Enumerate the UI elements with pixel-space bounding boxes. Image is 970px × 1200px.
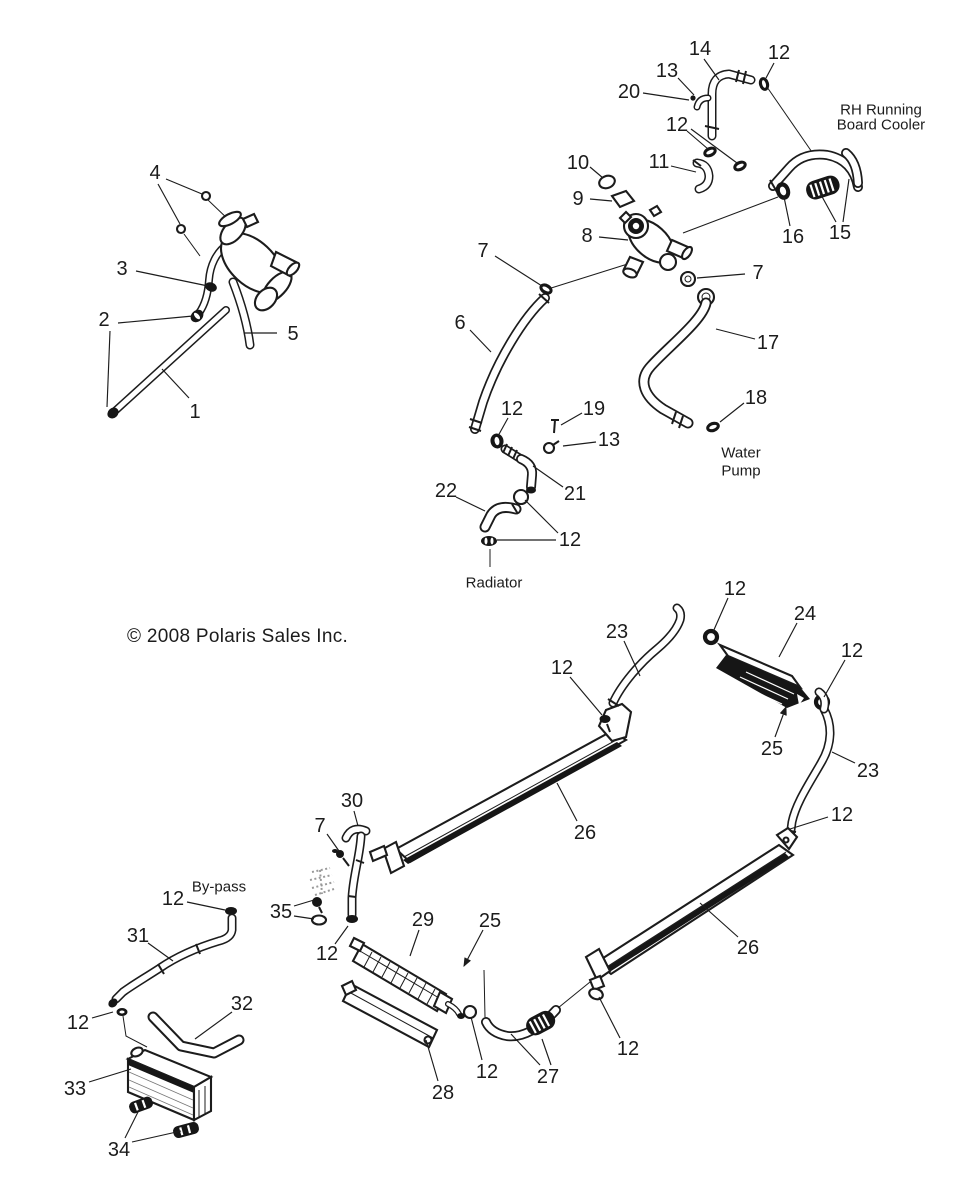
leader-line-8	[599, 237, 628, 240]
leader-line-3	[136, 271, 208, 286]
leader-line-6	[470, 330, 491, 352]
callout-26: 26	[736, 937, 760, 959]
callout-32: 32	[230, 993, 254, 1015]
hose-17-group	[644, 289, 721, 434]
leader-line-12	[599, 997, 620, 1038]
leader-line-12	[498, 418, 508, 436]
callout-12: 12	[550, 657, 574, 679]
callout-17: 17	[756, 332, 780, 354]
leader-line-9	[590, 199, 612, 201]
leader-line-12	[471, 1017, 482, 1060]
callout-30: 30	[340, 790, 364, 812]
callout-9: 9	[572, 188, 584, 210]
leader-line-15	[820, 193, 836, 222]
callout-10: 10	[566, 152, 590, 174]
leader-line-20	[643, 93, 689, 100]
leader-line-10	[590, 167, 603, 178]
callout-5: 5	[287, 323, 299, 345]
callout-11: 11	[648, 151, 670, 173]
callout-3: 3	[116, 258, 128, 280]
hose-14-group	[690, 70, 814, 189]
callout-19: 19	[582, 398, 606, 420]
leader-line-11	[671, 166, 696, 172]
surge-tank-assembly	[105, 192, 301, 421]
leader-line-26	[557, 783, 577, 821]
leader-line-29	[410, 930, 419, 956]
leader-line-12	[335, 926, 348, 944]
callout-25: 25	[478, 910, 502, 932]
callout-21: 21	[563, 483, 587, 505]
callout-6: 6	[454, 312, 466, 334]
callout-12: 12	[500, 398, 524, 420]
callout-23: 23	[605, 621, 629, 643]
leader-line-22	[456, 497, 485, 511]
leader-line-24	[779, 623, 797, 657]
hose-30-group	[310, 829, 366, 924]
callout-13: 13	[655, 60, 679, 82]
leader-line-33	[89, 1069, 131, 1082]
label-radiator: Radiator	[465, 574, 523, 592]
leader-line-14	[704, 59, 719, 80]
bracket-32	[153, 1017, 239, 1053]
callout-12: 12	[840, 640, 864, 662]
leader-line-16	[784, 197, 790, 226]
cooler-24	[716, 645, 828, 708]
label-water-pump: Water Pump	[721, 444, 761, 480]
leader-line-13	[563, 442, 596, 446]
rb-cooler-inlet-group	[770, 153, 858, 202]
leader-line-1	[162, 369, 189, 398]
annotations-layer	[64, 38, 925, 1161]
callout-34: 34	[107, 1139, 131, 1161]
callout-16: 16	[781, 226, 805, 248]
callout-31: 31	[126, 925, 150, 947]
leader-line-27	[542, 1039, 551, 1065]
callout-12: 12	[616, 1038, 640, 1060]
leader-line-25	[464, 930, 483, 966]
callout-12: 12	[161, 888, 185, 910]
leader-line-12	[824, 660, 845, 697]
leader-line-7	[495, 256, 542, 286]
leader-line-34	[125, 1110, 139, 1138]
leader-line-2	[107, 331, 110, 407]
leader-line-28	[426, 1040, 438, 1081]
leader-line-25	[775, 707, 786, 737]
callout-24: 24	[793, 603, 817, 625]
leader-line-15	[843, 179, 849, 222]
callout-7: 7	[752, 262, 764, 284]
callout-25: 25	[760, 738, 784, 760]
label-rh-running-board-cooler: RH Running Board Cooler	[836, 101, 926, 134]
callout-23: 23	[856, 760, 880, 782]
leader-line-4	[166, 179, 202, 194]
leader-line-35	[294, 916, 314, 919]
leader-line-21	[533, 466, 563, 487]
callout-29: 29	[411, 909, 435, 931]
callout-2: 2	[98, 309, 110, 331]
callout-12: 12	[475, 1061, 499, 1083]
callout-22: 22	[434, 480, 458, 502]
leader-line-12	[713, 598, 728, 632]
leader-line-7	[697, 274, 745, 278]
leader-line-12	[570, 677, 602, 715]
callout-12: 12	[665, 114, 689, 136]
callout-4: 4	[149, 162, 161, 184]
callout-35: 35	[269, 901, 293, 923]
callout-20: 20	[617, 81, 641, 103]
leader-line-12	[766, 63, 774, 78]
leader-line-12	[525, 500, 558, 533]
callout-12: 12	[767, 42, 791, 64]
leader-line-4	[158, 184, 180, 224]
callout-13: 13	[597, 429, 621, 451]
callout-12: 12	[315, 943, 339, 965]
callout-14: 14	[688, 38, 712, 60]
callout-18: 18	[744, 387, 768, 409]
callout-27: 27	[536, 1066, 560, 1088]
callout-7: 7	[314, 815, 326, 837]
callout-8: 8	[581, 225, 593, 247]
leader-line-26	[700, 903, 738, 937]
callout-12: 12	[66, 1012, 90, 1034]
callout-15: 15	[828, 222, 852, 244]
label-by-pass: By-pass	[191, 878, 247, 896]
cooler-26-right	[586, 828, 797, 998]
callout-33: 33	[63, 1078, 87, 1100]
callout-26: 26	[573, 822, 597, 844]
cooler-26-left	[370, 704, 631, 873]
copyright-notice: © 2008 Polaris Sales Inc.	[127, 626, 349, 647]
leader-line-35	[294, 900, 314, 906]
leader-line-31	[148, 943, 173, 961]
leader-line-30	[354, 811, 358, 826]
hose-23-right-group	[785, 692, 830, 837]
callout-12: 12	[830, 804, 854, 826]
callout-1: 1	[189, 401, 201, 423]
leader-line-32	[195, 1012, 232, 1039]
leader-line-23	[832, 752, 855, 763]
leader-line-18	[720, 403, 744, 422]
radiator-hose-group	[481, 420, 559, 567]
callout-28: 28	[431, 1082, 455, 1104]
leader-line-12	[187, 902, 225, 910]
leader-line-17	[716, 329, 755, 339]
callout-12: 12	[723, 578, 747, 600]
leader-line-12	[92, 1012, 113, 1018]
leader-line-19	[561, 413, 582, 425]
callout-7: 7	[477, 240, 489, 262]
leader-line-2	[118, 316, 193, 323]
leader-line-7	[327, 834, 339, 851]
leader-line-13	[678, 78, 694, 95]
callout-12: 12	[558, 529, 582, 551]
leader-line-34	[132, 1131, 181, 1142]
